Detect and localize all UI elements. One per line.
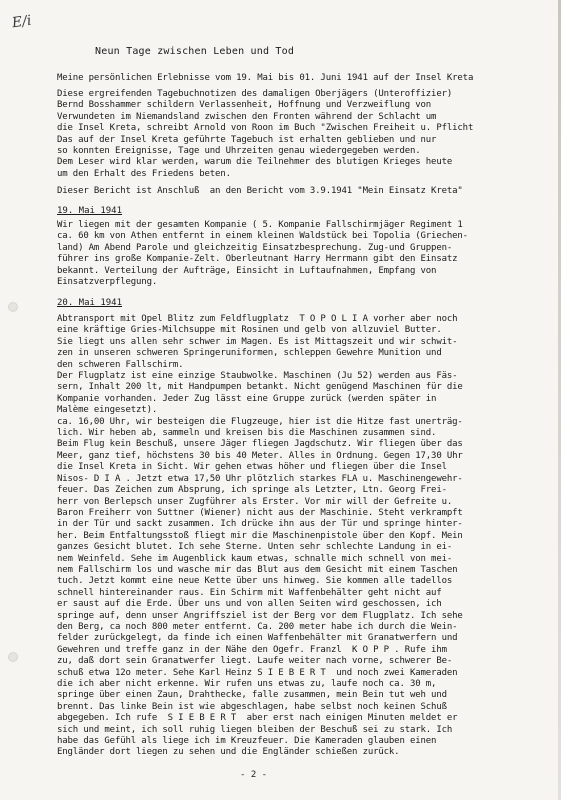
date-heading-20-mai: 20. Mai 1941 bbox=[57, 298, 123, 308]
text-line: eine kräftige Gries-Milchsuppe mit Rosinen und gelb von allzuviel Butter. bbox=[57, 325, 442, 336]
text-line: ca. 60 km von Athen entfernt in einem kleinen Waldstück bei Topolia (Griechen- bbox=[57, 231, 468, 242]
text-line: Bernd Bosshammer schildern Verlassenheit, Hoffnung und Verzweiflung von bbox=[57, 100, 432, 111]
text-line: land) Am Abend Parole und gleichzeitig Einsatzbesprechung. Zug-und Gruppen- bbox=[57, 242, 453, 253]
text-line: abgegeben. Ich rufe S I E B E R T aber erst nach einigen Minuten meldet er bbox=[57, 713, 458, 724]
section-19-mai bbox=[57, 220, 557, 288]
text-line: Abtransport mit Opel Blitz zum Feldflugplatz T O P O L I A vorher aber noch bbox=[57, 314, 458, 324]
text-line: den schweren Fallschirm. bbox=[57, 359, 184, 370]
subtitle-line: Meine persönlichen Erlebnisse vom 19. Mai bis 01. Juni 1941 auf der Insel Kreta bbox=[57, 73, 474, 83]
text-line: so konnten Ereignisse, Tage und Uhrzeiten genau wiedergegeben werden. bbox=[57, 146, 421, 157]
text-line: Gewehren und treffe ganz in der Nähe den Ogefr. Franzl K O P P . Rufe ihm bbox=[57, 644, 447, 655]
text-line: bekannt. Verteilung der Aufträge, Einsicht in Luftaufnahmen, Empfang von bbox=[57, 265, 437, 276]
text-line: schnell hintereinander raus. Ein Schirm mit Waffenbehälter geht nicht auf bbox=[57, 587, 442, 598]
text-line: Beim Flug kein Beschuß, unsere Jäger fliegen Jagdschutz. Wir fliegen über das bbox=[57, 439, 463, 450]
text-line: Baron Freiherr von Suttner (Wiener) nicht aus der Maschinie. Steht verkrampft bbox=[57, 507, 463, 518]
text-line: Der Flugplatz ist eine einzige Staubwolke. Maschinen (Ju 52) werden aus Fäs- bbox=[57, 371, 458, 382]
text-line: Diese ergreifenden Tagebuchnotizen des damaligen Oberjägers (Unteroffizier) bbox=[57, 89, 453, 99]
text-line: nem Weinfeld. Sehe im Augenblick kaum etwas, schnalle mich schnell von mei- bbox=[57, 553, 453, 564]
text-line: Kompanie vorhanden. Jeder Zug lässt eine Gruppe zurück (werden später in bbox=[57, 393, 437, 404]
text-line: Sie liegt uns allen sehr schwer im Magen. Es ist Mittagszeit und wir schwit- bbox=[57, 336, 458, 347]
text-line: die ich aber nicht erkenne. Wir rufen uns etwas zu, laufe noch ca. 30 m, bbox=[57, 679, 437, 689]
text-line: um den Erhalt des Friedens beten. bbox=[57, 168, 231, 179]
text-line: Malème eingesetzt). bbox=[57, 405, 158, 416]
text-line: schuß etwa 12o meter. Sehe Karl Heinz S I E B E R T und noch zwei Kameraden bbox=[57, 667, 458, 678]
text-line: Nisos- D I A . Jetzt etwa 17,50 Uhr plötzlich starkes FLA u. Maschinengewehr- bbox=[57, 473, 463, 484]
text-line: feuer. Das Zeichen zum Absprung, ich springe als Letzter, Ltn. Georg Frei- bbox=[57, 485, 447, 496]
text-line: Einsatzverpflegung. bbox=[57, 277, 158, 288]
text-line: habe das Gefühl als liege ich im Kreuzfeuer. Die Kameraden glauben einen bbox=[57, 736, 437, 747]
section-20-mai bbox=[57, 314, 557, 759]
text-line: brennt. Das linke Bein ist wie abgeschlagen, habe selbst noch keinen Schuß bbox=[57, 701, 447, 712]
handwritten-note: E/i bbox=[10, 12, 33, 32]
text-line: den Berg, ca noch 800 meter entfernt. Ca. 200 meter habe ich durch die Wein- bbox=[57, 621, 458, 632]
document-title: Neun Tage zwischen Leben und Tod bbox=[95, 46, 295, 57]
text-line: Wir liegen mit der gesamten Kompanie ( 5. Kompanie Fallschirmjäger Regiment 1 bbox=[57, 220, 463, 230]
text-line: her. Beim Entfaltungsstoß fliegt mir die Maschinenpistole über den Kopf. Mein bbox=[57, 530, 463, 541]
text-line: in der Tür und sackt zusammen. Ich drücke ihn aus der Tür und springe hinter- bbox=[57, 519, 463, 530]
text-line: die Insel Kreta, schreibt Arnold von Roon im Buch "Zwischen Freiheit u. Pflicht bbox=[57, 123, 474, 134]
date-heading-19-mai: 19. Mai 1941 bbox=[57, 206, 123, 216]
punch-hole-top bbox=[8, 302, 18, 312]
text-line: herr von Berlepsch unser Zugführer als Erster. Vor mir will der Gefreite u. bbox=[57, 496, 453, 507]
text-line: lich. Wir heben ab, sammeln und kreisen bis die Maschinen zusammen sind. bbox=[57, 428, 437, 439]
text-line: ganzes Gesicht blutet. Ich sehe Sterne. Unten sehr schlechte Landung in ei- bbox=[57, 542, 453, 553]
punch-hole-bottom bbox=[8, 652, 18, 662]
text-line: führer ins große Kompanie-Zelt. Oberleutnant Harry Herrmann gibt den Einsatz bbox=[57, 254, 458, 265]
text-line: Engländer dort liegen zu sehen und die Engländer schießen zurück. bbox=[57, 747, 400, 758]
text-line: die Insel Kreta in Sicht. Wir gehen etwas höher und fliegen über die Insel bbox=[57, 462, 447, 473]
text-line: felder zurückgelegt, da finde ich einen Waffenbehälter mit Granatwerfern und bbox=[57, 633, 458, 644]
text-line: sich und meint, ich soll ruhig liegen bleiben der Beschuß sei zu stark. Ich bbox=[57, 724, 453, 735]
text-line: Dem Leser wird klar werden, warum die Teilnehmer des blutigen Krieges heute bbox=[57, 157, 453, 168]
text-line: tuch. Jetzt kommt eine neue Kette über uns hinweg. Sie kommen alle tadellos bbox=[57, 576, 453, 587]
reference-line: Dieser Bericht ist Anschluß an den Bericht vom 3.9.1941 "Mein Einsatz Kreta" bbox=[57, 186, 463, 196]
page-number: - 2 - bbox=[240, 770, 268, 780]
text-line: zu, daß dort sein Granatwerfer liegt. Laufe weiter nach vorne, schwerer Be- bbox=[57, 656, 453, 667]
text-line: zen in unseren schweren Springeruniformen, schleppen Gewehre Munition und bbox=[57, 348, 442, 359]
text-line: nem Fallschirm los und wasche mir das Blut aus dem Gesicht mit einem Taschen bbox=[57, 564, 458, 575]
text-line: Meer, ganz tief, höchstens 30 bis 40 Meter. Alles in Ordnung. Gegen 17,30 Uhr bbox=[57, 450, 463, 461]
text-line: springe auf, denn unser Angriffsziel ist der Berg vor dem Flugplatz. Ich sehe bbox=[57, 610, 463, 621]
intro-paragraph bbox=[57, 89, 557, 180]
text-line: springe über einen Zaun, Drahthecke, falle zusammen, mein Bein tut weh und bbox=[57, 690, 447, 701]
text-line: Das auf der Insel Kreta geführte Tagebuch ist erhalten geblieben und nur bbox=[57, 134, 437, 145]
text-line: sern, Inhalt 200 lt, mit Handpumpen betankt. Nicht genügend Maschinen für die bbox=[57, 382, 463, 393]
text-line: Verwundeten im Niemandsland zwischen den Fronten während der Schlacht um bbox=[57, 111, 437, 122]
text-line: er saust auf die Erde. Über uns und von allen Seiten wird geschossen, ich bbox=[57, 599, 442, 610]
text-line: ca. 16,00 Uhr, wir besteigen die Flugzeuge, hier ist die Hitze fast unerträg- bbox=[57, 416, 463, 427]
